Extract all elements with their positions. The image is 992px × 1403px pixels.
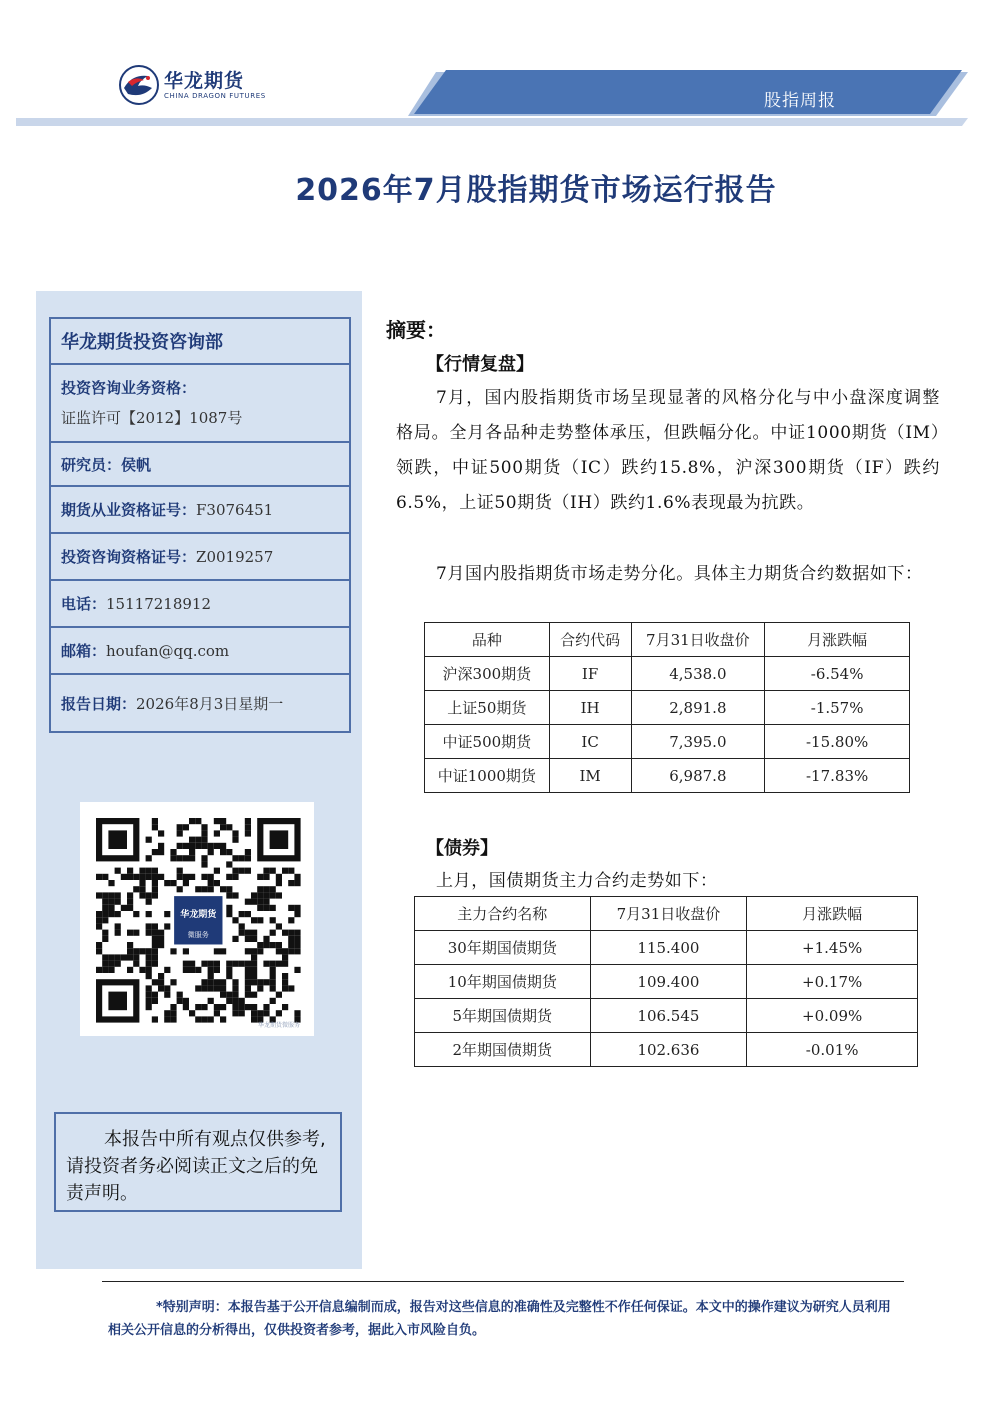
table-cell: 上证50期货 [425,691,550,725]
futures-cert-value: F3076451 [196,501,274,519]
market-paragraph-2-text: 7月国内股指期货市场走势分化。具体主力期货合约数据如下： [436,564,923,584]
index-header-row [425,623,910,657]
table-cell: 102.636 [590,1033,747,1067]
qualification-row [51,365,349,443]
table-cell: 7,395.0 [631,725,765,759]
report-type-label: 股指周报 [764,91,836,111]
analyst-info-box [49,317,351,733]
bond-futures-table [414,896,918,1067]
date-label: 报告日期： [61,694,137,713]
email-value: houfan@qq.com [106,642,230,660]
email-label: 邮箱： [61,642,107,660]
table-cell: 6,987.8 [631,759,765,793]
consult-cert-row [51,534,349,581]
consult-cert-label: 投资咨询资格证号： [61,548,197,566]
index-header-cell: 月涨跌幅 [765,623,910,657]
bond-header-row [415,897,918,931]
researcher-row [51,443,349,487]
table-row [415,999,918,1033]
futures-cert-label: 期货从业资格证号： [61,501,197,519]
table-cell: IH [549,691,631,725]
footer-disclaimer: *特别声明：本报告基于公开信息编制而成，报告对这些信息的准确性及完整性不作任何保证。本文中的操作建议为研究人员利用相关公开信息的分析得出，仅供投资者参考，据此入市风险自负。 [108,1300,891,1338]
dept-row [51,319,349,365]
table-row [425,759,910,793]
phone-value: 15117218912 [106,595,211,613]
bond-header-cell: 7月31日收盘价 [590,897,747,931]
table-row [425,657,910,691]
table-cell: 5年期国债期货 [415,999,591,1033]
table-row [425,691,910,725]
qualification-value: 证监许可【2012】1087号 [61,409,243,427]
table-cell: 中证1000期货 [425,759,550,793]
table-cell: 中证500期货 [425,725,550,759]
index-header-cell: 7月31日收盘价 [631,623,765,657]
email-row [51,628,349,675]
table-cell: 沪深300期货 [425,657,550,691]
table-row [425,725,910,759]
table-cell: +0.17% [747,965,918,999]
table-cell: 10年期国债期货 [415,965,591,999]
qr-logo-subtitle: 微服务 [187,931,209,940]
researcher-name: 研究员：侯帆 [61,455,152,474]
bond-intro-text: 上月，国债期货主力合约走势如下： [436,871,718,891]
index-futures-table [424,622,910,793]
market-paragraph-1 [396,381,940,521]
qr-caption: 华龙期货微服务 [258,1022,301,1029]
table-row [415,965,918,999]
phone-row [51,581,349,628]
phone-label: 电话： [61,595,107,613]
footer-divider [102,1281,904,1282]
table-cell: -0.01% [747,1033,918,1067]
logo-chinese-name: 华龙期货 [164,70,245,92]
futures-cert-row [51,487,349,534]
date-row [51,675,349,731]
logo-english-name: CHINA DRAGON FUTURES [164,92,266,100]
disclaimer-notice: 本报告中所有观点仅供参考,请投资者务必阅读正文之后的免责声明。 [54,1112,342,1212]
bond-header-cell: 主力合约名称 [415,897,591,931]
dept-name: 华龙期货投资咨询部 [61,332,223,353]
market-paragraph-1-text: 7月，国内股指期货市场呈现显著的风格分化与中小盘深度调整格局。全月各品种走势整体承压，但跌幅分化。中证1000期货（IM）领跌，中证500期货（IC）跌约15.8%，沪深300期货（IF）跌约6.5%，上证50期货（IH）跌约1.6%表现最为抗跌。 [396,388,940,513]
index-header-cell: 合约代码 [549,623,631,657]
dragon-logo-icon [118,64,160,106]
table-cell: 4,538.0 [631,657,765,691]
table-cell: IF [549,657,631,691]
table-cell: 30年期国债期货 [415,931,591,965]
table-cell: -17.83% [765,759,910,793]
table-cell: 115.400 [590,931,747,965]
table-cell: 106.545 [590,999,747,1033]
table-cell: IM [549,759,631,793]
table-cell: -1.57% [765,691,910,725]
table-row [415,1033,918,1067]
index-header-cell: 品种 [425,623,550,657]
table-cell: -6.54% [765,657,910,691]
qualification-label: 投资咨询业务资格： [61,379,197,397]
market-review-heading: 【行情复盘】 [426,354,534,375]
qr-code-icon [80,802,314,1036]
company-logo [118,62,266,108]
page-title: 2026年7月股指期货市场运行报告 [295,173,777,208]
date-value: 2026年8月3日星期一 [136,694,284,713]
table-cell: IC [549,725,631,759]
abstract-heading: 摘要： [386,318,446,342]
table-cell: -15.80% [765,725,910,759]
qr-logo-name: 华龙期货 [180,910,217,921]
consult-cert-value: Z0019257 [196,548,274,566]
table-cell: +0.09% [747,999,918,1033]
table-cell: 109.400 [590,965,747,999]
bond-heading: 【债券】 [426,838,498,859]
table-cell: +1.45% [747,931,918,965]
table-cell: 2年期国债期货 [415,1033,591,1067]
market-paragraph-2 [396,557,940,592]
table-cell: 2,891.8 [631,691,765,725]
bond-header-cell: 月涨跌幅 [747,897,918,931]
wechat-qr-code[interactable] [80,802,314,1036]
table-row [415,931,918,965]
